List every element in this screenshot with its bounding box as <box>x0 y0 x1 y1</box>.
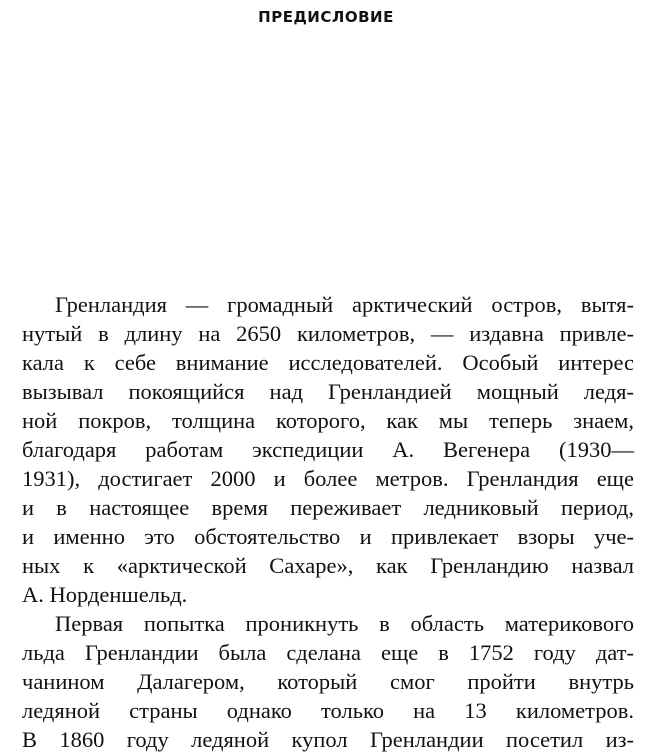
paragraph-line: вызывал покоящийся над Гренландией мощный ледя- <box>22 379 634 404</box>
paragraph-line: кала к себе внимание исследователей. Особый интерес <box>22 350 634 375</box>
paragraph-line: Первая попытка проникнуть в область материкового <box>55 611 634 636</box>
paragraph-line: А. Норденшельд. <box>22 582 188 607</box>
paragraph-line: В 1860 году ледяной купол Гренландии посетил из- <box>22 727 634 752</box>
paragraph-line: льда Гренландии была сделана еще в 1752 году дат- <box>22 640 634 665</box>
paragraph-line: ной покров, толщина которого, как мы теперь знаем, <box>22 408 634 433</box>
paragraph-line: Гренландия — громадный арктический остров, вытя- <box>55 292 634 317</box>
paragraph-line: чанином Далагером, который смог пройти внутрь <box>22 669 634 694</box>
paragraph-line: ледяной страны однако только на 13 километров. <box>22 698 634 723</box>
paragraph-line: ных к «арктической Сахаре», как Гренландию назвал <box>22 553 634 578</box>
paragraph-line: благодаря работам экспедиции А. Вегенера (1930— <box>22 437 634 462</box>
paragraph-line: и именно это обстоятельство и привлекает взоры уче- <box>22 524 634 549</box>
paragraph-line: нутый в длину на 2650 километров, — издавна привле- <box>22 321 634 346</box>
paragraph-line: и в настоящее время переживает ледниковый период, <box>22 495 634 520</box>
chapter-heading: ПРЕДИСЛОВИЕ <box>258 8 394 26</box>
paragraph-line: 1931), достигает 2000 и более метров. Гренландия еще <box>22 466 634 491</box>
